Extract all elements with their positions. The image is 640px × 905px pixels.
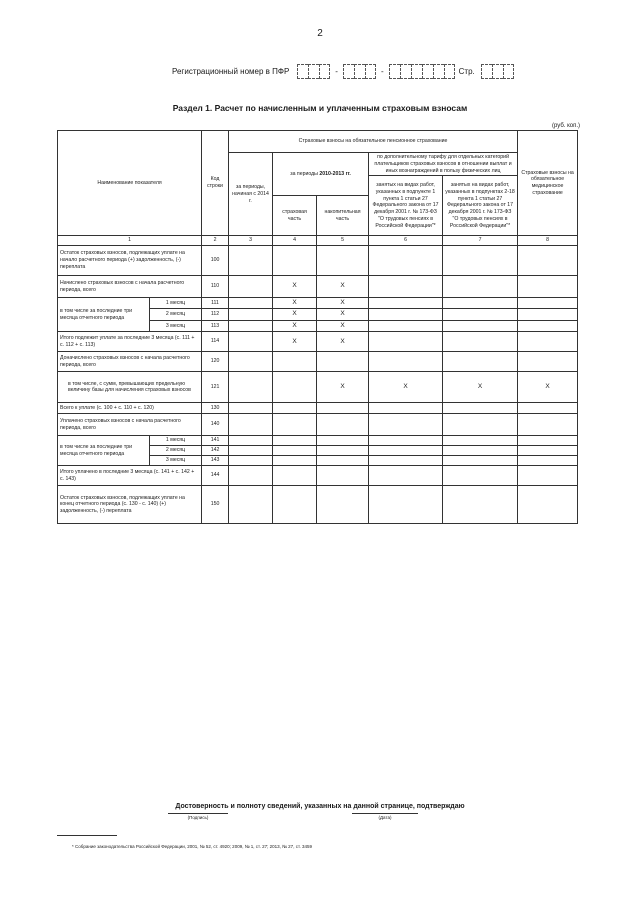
reg-boxes-2[interactable] [343,64,376,79]
input-cell[interactable] [369,309,443,320]
input-cell[interactable] [518,403,578,414]
table-row [58,436,578,446]
input-cell[interactable] [229,309,273,320]
input-cell[interactable] [229,246,273,276]
row-code: 140 [202,414,229,436]
page-label: Стр. [458,67,475,76]
input-cell[interactable] [518,486,578,524]
row-label: Итого уплачено в последние 3 месяца (с. 141 + с. 142 + с. 143) [58,466,202,486]
input-cell[interactable] [369,320,443,331]
input-cell[interactable] [518,309,578,320]
table-row [58,246,578,276]
input-cell[interactable] [369,276,443,298]
input-cell[interactable] [443,309,518,320]
reg-boxes-1[interactable] [297,64,330,79]
col-number: 3 [229,236,273,246]
input-cell[interactable] [443,414,518,436]
header-pension-group: Страховые взносы на обязательное пенсионное страхование [229,131,518,153]
footnote-divider [57,835,117,836]
input-cell[interactable] [229,456,273,466]
row-code: 150 [202,486,229,524]
input-cell[interactable] [518,332,578,352]
row-label: в том числе, с сумм, превышающих предельную величину базы для начисления страховых взносов [58,372,202,403]
cross-mark: X [317,320,369,331]
unit-note: (руб. коп.) [552,123,581,129]
input-cell[interactable] [443,446,518,456]
input-cell[interactable] [518,298,578,309]
input-cell[interactable] [518,352,578,372]
row-code: 120 [202,352,229,372]
cross-mark: X [273,298,317,309]
input-cell[interactable] [518,446,578,456]
input-cell[interactable] [518,414,578,436]
cross-mark: X [273,309,317,320]
col-number: 6 [369,236,443,246]
cross-mark: X [273,332,317,352]
input-cell[interactable] [273,436,317,446]
input-cell[interactable] [229,446,273,456]
table-row [58,466,578,486]
header-period-2010-2013: за периоды 2010-2013 гг. [273,153,369,196]
header-col-7: занятых на видах работ, указанных в подпунктах 2-18 пункта 1 статьи 27 Федерального закона от 17 декабря 2001 г. № 173-ФЗ "О трудовых пенсиях в Российской Федерации"* [443,176,518,236]
month-label: 1 месяц [150,298,202,309]
row-code: 144 [202,466,229,486]
input-cell[interactable] [317,246,369,276]
input-cell[interactable] [229,436,273,446]
cross-mark: X [273,276,317,298]
header-period-2014: за периоды, начиная с 2014 г. [229,153,273,236]
input-cell[interactable] [369,352,443,372]
page-number: 2 [317,28,323,39]
month-label: 1 месяц [150,436,202,446]
page-boxes[interactable] [481,64,514,79]
row-code: 143 [202,456,229,466]
input-cell[interactable] [229,466,273,486]
input-cell[interactable] [229,403,273,414]
input-cell[interactable] [273,414,317,436]
reg-separator: - [335,67,338,76]
row-group-label: в том числе за последние три месяца отчетного периода [58,436,150,466]
input-cell[interactable] [443,403,518,414]
input-cell[interactable] [369,436,443,446]
input-cell[interactable] [369,456,443,466]
input-cell[interactable] [518,276,578,298]
row-code: 121 [202,372,229,403]
header-additional-tariff: по дополнительному тарифу для отдельных категорий плательщиков страховых взносов в отношении выплат и иных вознаграждений в пользу физических лиц [369,153,518,176]
input-cell[interactable] [369,332,443,352]
month-label: 3 месяц [150,320,202,331]
cross-mark: X [369,372,443,403]
row-code: 141 [202,436,229,446]
input-cell[interactable] [273,246,317,276]
cross-mark: X [317,309,369,320]
input-cell[interactable] [369,486,443,524]
input-cell[interactable] [273,456,317,466]
input-cell[interactable] [443,298,518,309]
row-label: Начислено страховых взносов с начала расчетного периода, всего [58,276,202,298]
input-cell[interactable] [443,436,518,446]
row-label: Остаток страховых взносов, подлежащих уплате на начало расчетного периода (+) задолженность, (-) переплата [58,246,202,276]
col-number: 4 [273,236,317,246]
cross-mark: X [518,372,578,403]
input-cell[interactable] [443,320,518,331]
input-cell[interactable] [317,352,369,372]
col-number: 2 [202,236,229,246]
table-row [58,486,578,524]
cross-mark: X [317,332,369,352]
input-cell[interactable] [369,414,443,436]
row-code: 111 [202,298,229,309]
input-cell[interactable] [229,276,273,298]
header-code: Код строки [202,131,229,236]
input-cell[interactable] [317,436,369,446]
row-code: 112 [202,309,229,320]
input-cell[interactable] [443,246,518,276]
row-code: 100 [202,246,229,276]
cross-mark: X [273,320,317,331]
footnote: * Собрание законодательства Российской Федерации, 2001, № 52, ст. 4920; 2009, № 1, ст. 27; 2013, № 27, ст. 3459 [72,844,313,849]
reg-boxes-3[interactable] [389,64,455,79]
input-cell[interactable] [443,456,518,466]
input-cell[interactable] [273,352,317,372]
cross-mark: X [317,372,369,403]
input-cell[interactable] [369,246,443,276]
input-cell[interactable] [317,466,369,486]
registration-label: Регистрационный номер в ПФР [172,67,290,76]
table-row [58,372,578,403]
table-row [58,298,578,309]
cross-mark: X [317,298,369,309]
month-label: 3 месяц [150,456,202,466]
table-row [58,414,578,436]
date-field[interactable]: (Дата) [352,813,418,820]
input-cell[interactable] [229,332,273,352]
col-number: 5 [317,236,369,246]
table-row [58,332,578,352]
row-code: 110 [202,276,229,298]
input-cell[interactable] [273,446,317,456]
input-cell[interactable] [273,466,317,486]
input-cell[interactable] [443,486,518,524]
contributions-table [57,130,578,524]
input-cell[interactable] [229,298,273,309]
row-code: 130 [202,403,229,414]
reg-separator: - [380,67,384,76]
cross-mark: X [317,276,369,298]
input-cell[interactable] [369,466,443,486]
input-cell[interactable] [443,466,518,486]
row-code: 142 [202,446,229,456]
row-label: Уплачено страховых взносов с начала расчетного периода, всего [58,414,202,436]
table-row [58,276,578,298]
header-funded-part: накопительная часть [317,196,369,236]
input-cell[interactable] [518,436,578,446]
input-cell[interactable] [273,486,317,524]
input-cell[interactable] [518,456,578,466]
input-cell[interactable] [317,486,369,524]
section-title: Раздел 1. Расчет по начисленным и уплаченным страховым взносам [172,103,468,113]
registration-number-row [172,64,514,79]
signature-field[interactable]: (Подпись) [168,813,228,820]
input-cell[interactable] [369,298,443,309]
input-cell[interactable] [273,403,317,414]
table-row [58,352,578,372]
input-cell[interactable] [229,352,273,372]
col-number: 8 [518,236,578,246]
input-cell[interactable] [229,320,273,331]
month-label: 2 месяц [150,309,202,320]
row-group-label: в том числе за последние три месяца отчетного периода [58,298,150,332]
col-number: 7 [443,236,518,246]
header-col-6: занятых на видах работ, указанных в подпункте 1 пункта 1 статьи 27 Федерального закона от 17 декабря 2001 г. № 173-ФЗ "О трудовых пенсиях в Российской Федерации"* [369,176,443,236]
header-indicator-name: Наименование показателя [58,131,202,236]
col-number: 1 [58,236,202,246]
input-cell[interactable] [229,372,273,403]
month-label: 2 месяц [150,446,202,456]
row-label: Остаток страховых взносов, подлежащих уплате на конец отчетного периода (с. 130 - с. 140) (+) задолженность, (-) переплата [58,486,202,524]
input-cell[interactable] [229,414,273,436]
input-cell[interactable] [317,456,369,466]
confirmation-text: Достоверность и полноту сведений, указанных на данной странице, подтверждаю [175,803,465,810]
row-label: Доначислено страховых взносов с начала расчетного периода, всего [58,352,202,372]
input-cell[interactable] [317,403,369,414]
header-insurance-part: страховая часть [273,196,317,236]
input-cell[interactable] [317,446,369,456]
header-medical: Страховые взносы на обязательное медицинское страхование [518,131,578,236]
row-code: 113 [202,320,229,331]
input-cell[interactable] [229,486,273,524]
row-code: 114 [202,332,229,352]
input-cell[interactable] [273,372,317,403]
cross-mark: X [443,372,518,403]
input-cell[interactable] [518,320,578,331]
input-cell[interactable] [443,332,518,352]
input-cell[interactable] [369,446,443,456]
input-cell[interactable] [443,276,518,298]
row-label: Итого подлежит уплате за последние 3 месяца (с. 111 + с. 112 + с. 113) [58,332,202,352]
input-cell[interactable] [518,246,578,276]
input-cell[interactable] [443,352,518,372]
input-cell[interactable] [317,414,369,436]
input-cell[interactable] [518,466,578,486]
row-label: Всего к уплате (с. 100 + с. 110 + с. 120) [58,403,202,414]
input-cell[interactable] [369,403,443,414]
table-row [58,403,578,414]
